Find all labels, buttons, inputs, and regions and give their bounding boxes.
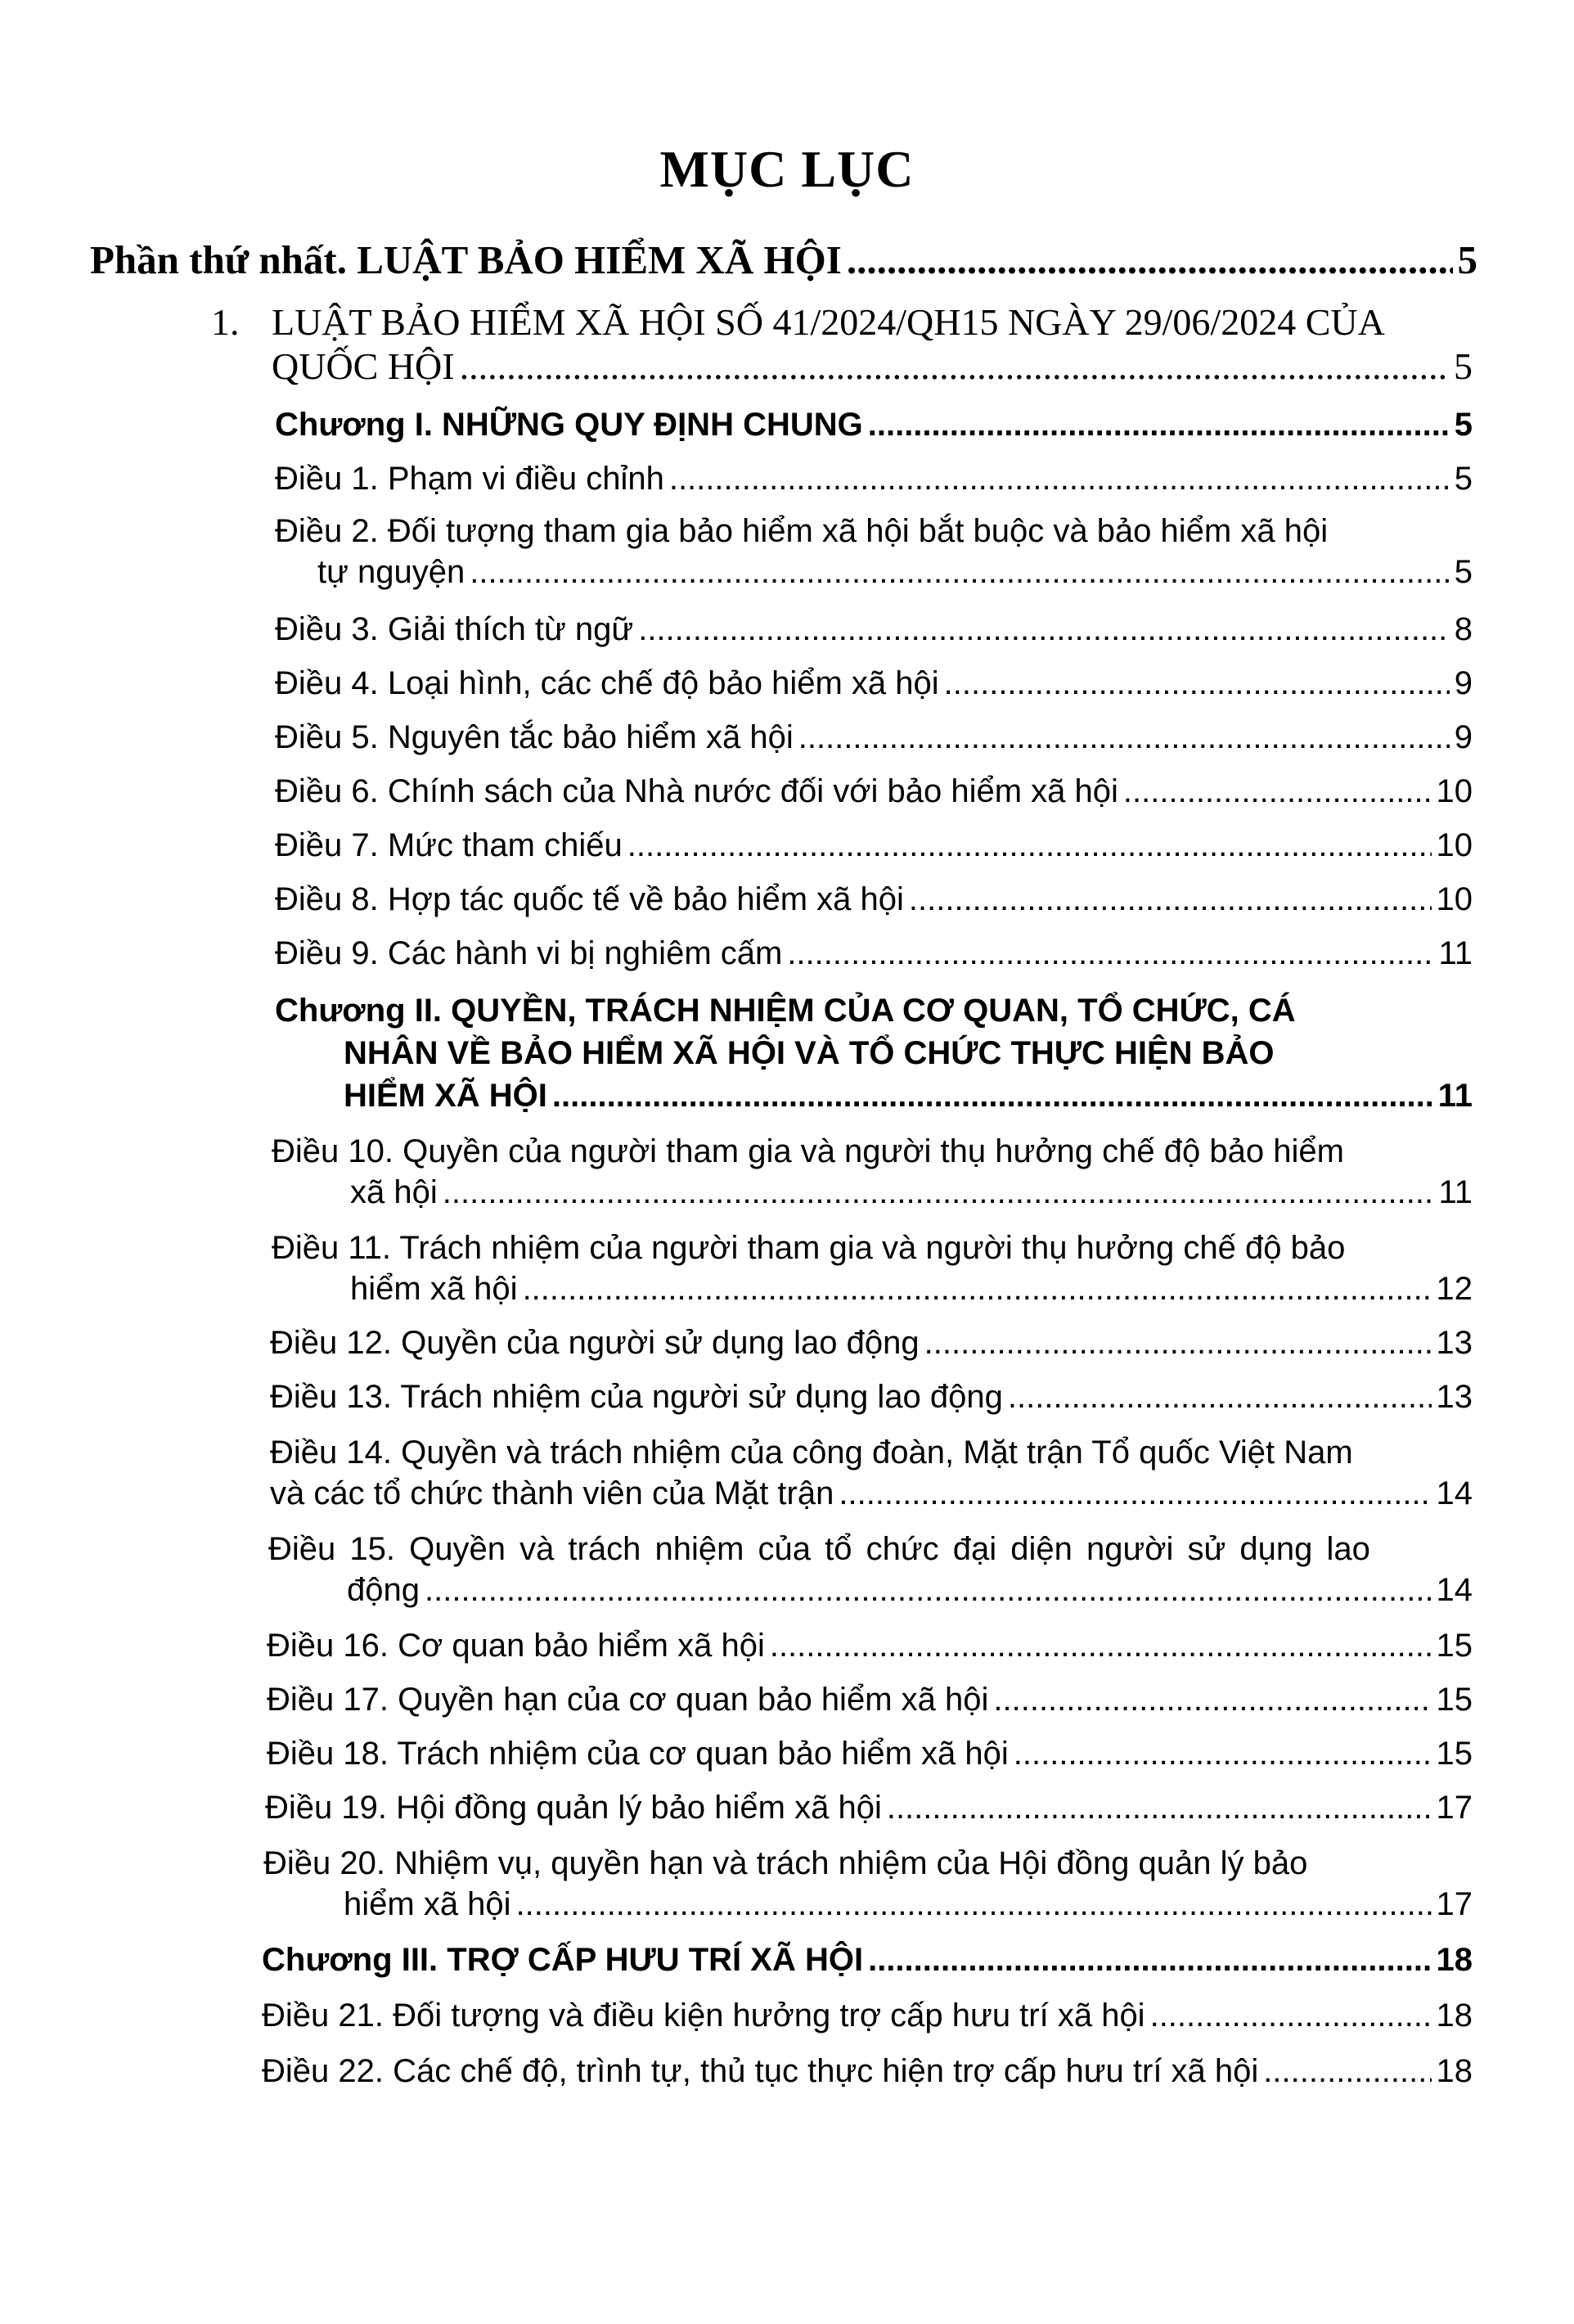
toc-article-3[interactable] bbox=[275, 610, 1473, 648]
toc-article-20[interactable] bbox=[344, 1885, 1473, 1923]
toc-article-label: hiểm xã hội bbox=[344, 1886, 511, 1922]
toc-article-label: Điều 4. Loại hình, các chế độ bảo hiểm xã hội bbox=[275, 665, 939, 701]
toc-article-label: Điều 3. Giải thích từ ngữ bbox=[275, 611, 634, 647]
toc-article-label: Điều 21. Đối tượng và điều kiện hưởng trợ cấp hưu trí xã hội bbox=[262, 1997, 1145, 2034]
toc-article-page: 10 bbox=[1436, 881, 1473, 917]
toc-article-14[interactable] bbox=[270, 1475, 1473, 1512]
toc-chapter-2-line3: HIỂM XÃ HỘI bbox=[344, 1078, 547, 1114]
toc-article-label: và các tổ chức thành viên của Mặt trận bbox=[270, 1475, 834, 1511]
toc-article-page: 15 bbox=[1436, 1628, 1473, 1664]
toc-article-10[interactable] bbox=[350, 1173, 1473, 1211]
leader-dots bbox=[798, 718, 1450, 756]
toc-article-page: 11 bbox=[1438, 1174, 1473, 1210]
toc-article-label: Điều 17. Quyền hạn của cơ quan bảo hiểm xã hội bbox=[267, 1682, 989, 1718]
toc-article-page: 11 bbox=[1438, 935, 1473, 971]
toc-article-17[interactable] bbox=[267, 1681, 1473, 1718]
toc-article-label: Điều 12. Quyền của người sử dụng lao động bbox=[270, 1325, 920, 1361]
toc-chapter-3-page: 18 bbox=[1436, 1942, 1473, 1978]
toc-article-page: 18 bbox=[1436, 2053, 1473, 2089]
leader-dots bbox=[1008, 1378, 1432, 1416]
toc-law-page: 5 bbox=[1454, 345, 1473, 387]
leader-dots bbox=[523, 1270, 1432, 1308]
leader-dots bbox=[847, 237, 1453, 283]
toc-article-1[interactable] bbox=[275, 460, 1473, 498]
toc-article-label: Điều 1. Phạm vi điều chỉnh bbox=[275, 461, 664, 497]
toc-article-label: hiểm xã hội bbox=[350, 1271, 518, 1307]
leader-dots bbox=[1014, 1735, 1432, 1772]
leader-dots bbox=[638, 610, 1450, 648]
leader-dots bbox=[552, 1077, 1433, 1115]
leader-dots bbox=[887, 1789, 1432, 1826]
toc-article-14-line1[interactable]: Điều 14. Quyền và trách nhiệm của công đoàn, Mặt trận Tổ quốc Việt Nam bbox=[270, 1434, 1353, 1471]
toc-article-8[interactable] bbox=[275, 881, 1473, 918]
toc-article-page: 5 bbox=[1454, 554, 1473, 590]
toc-chapter-1-page: 5 bbox=[1454, 407, 1473, 443]
toc-article-22[interactable] bbox=[262, 2052, 1473, 2090]
toc-article-page: 14 bbox=[1436, 1572, 1473, 1608]
toc-article-page: 14 bbox=[1436, 1475, 1473, 1511]
toc-law-line2: QUỐC HỘI bbox=[272, 345, 455, 387]
toc-chapter-1[interactable] bbox=[275, 406, 1473, 444]
toc-article-label: xã hội bbox=[350, 1174, 438, 1210]
leader-dots bbox=[924, 1324, 1432, 1362]
toc-article-11[interactable] bbox=[350, 1270, 1473, 1308]
toc-article-2[interactable] bbox=[317, 553, 1473, 591]
toc-article-12[interactable] bbox=[270, 1324, 1473, 1362]
leader-dots bbox=[868, 1941, 1431, 1979]
toc-article-15-line1[interactable]: Điều 15. Quyền và trách nhiệm của tổ chức đại diện người sử dụng lao bbox=[268, 1531, 1370, 1567]
toc-article-5[interactable] bbox=[275, 718, 1473, 756]
toc-part-1[interactable] bbox=[90, 237, 1477, 283]
page-title: MỤC LỤC bbox=[659, 140, 915, 198]
leader-dots bbox=[627, 826, 1432, 864]
toc-article-page: 5 bbox=[1454, 461, 1473, 497]
leader-dots bbox=[460, 345, 1449, 389]
toc-article-18[interactable] bbox=[267, 1735, 1473, 1772]
toc-article-page: 13 bbox=[1436, 1325, 1473, 1361]
toc-article-label: động bbox=[347, 1572, 420, 1608]
leader-dots bbox=[909, 881, 1432, 918]
toc-part-1-page: 5 bbox=[1457, 237, 1477, 282]
toc-article-page: 15 bbox=[1436, 1682, 1473, 1718]
leader-dots bbox=[770, 1627, 1432, 1664]
toc-article-15[interactable] bbox=[347, 1571, 1473, 1609]
toc-article-4[interactable] bbox=[275, 664, 1473, 702]
leader-dots bbox=[787, 935, 1433, 972]
toc-article-label: Điều 19. Hội đồng quản lý bảo hiểm xã hội bbox=[265, 1790, 882, 1826]
toc-article-page: 15 bbox=[1436, 1736, 1473, 1772]
toc-article-page: 9 bbox=[1454, 665, 1473, 701]
toc-chapter-1-label: Chương I. NHỮNG QUY ĐỊNH CHUNG bbox=[275, 407, 863, 443]
toc-article-label: Điều 18. Trách nhiệm của cơ quan bảo hiểm xã hội bbox=[267, 1736, 1009, 1772]
toc-article-21[interactable] bbox=[262, 1997, 1473, 2034]
leader-dots bbox=[868, 406, 1450, 444]
toc-article-label: Điều 9. Các hành vi bị nghiêm cấm bbox=[275, 935, 783, 971]
leader-dots bbox=[443, 1173, 1434, 1211]
toc-chapter-2-line2[interactable]: NHÂN VỀ BẢO HIỂM XÃ HỘI VÀ TỔ CHỨC THỰC HIỆN BẢO bbox=[344, 1035, 1275, 1071]
toc-article-page: 10 bbox=[1436, 827, 1473, 863]
toc-article-19[interactable] bbox=[265, 1789, 1473, 1826]
toc-article-page: 10 bbox=[1436, 773, 1473, 809]
toc-article-page: 17 bbox=[1436, 1886, 1473, 1922]
toc-article-label: tự nguyện bbox=[317, 554, 465, 590]
toc-chapter-3[interactable] bbox=[262, 1941, 1473, 1979]
leader-dots bbox=[516, 1885, 1432, 1923]
toc-part-1-label: Phần thứ nhất. LUẬT BẢO HIỂM XÃ HỘI bbox=[90, 237, 842, 282]
toc-article-label: Điều 6. Chính sách của Nhà nước đối với bảo hiểm xã hội bbox=[275, 773, 1118, 809]
toc-article-page: 18 bbox=[1436, 1997, 1473, 2034]
toc-article-label: Điều 7. Mức tham chiếu bbox=[275, 827, 623, 863]
leader-dots bbox=[470, 553, 1450, 591]
toc-article-13[interactable] bbox=[270, 1378, 1473, 1416]
toc-article-label: Điều 22. Các chế độ, trình tự, thủ tục thực hiện trợ cấp hưu trí xã hội bbox=[262, 2053, 1259, 2089]
toc-chapter-2-page: 11 bbox=[1437, 1078, 1473, 1114]
toc-article-page: 12 bbox=[1436, 1271, 1473, 1307]
leader-dots bbox=[839, 1475, 1431, 1512]
toc-chapter-3-label: Chương III. TRỢ CẤP HƯU TRÍ XÃ HỘI bbox=[262, 1942, 864, 1978]
toc-article-label: Điều 16. Cơ quan bảo hiểm xã hội bbox=[267, 1628, 765, 1664]
toc-chapter-2-line1[interactable]: Chương II. QUYỀN, TRÁCH NHIỆM CỦA CƠ QUAN, TỔ CHỨC, CÁ bbox=[275, 993, 1296, 1029]
toc-article-page: 13 bbox=[1436, 1379, 1473, 1415]
toc-article-label: Điều 8. Hợp tác quốc tế về bảo hiểm xã hội bbox=[275, 881, 904, 917]
leader-dots bbox=[1123, 772, 1432, 810]
toc-article-2-line1[interactable]: Điều 2. Đối tượng tham gia bảo hiểm xã hội bắt buộc và bảo hiểm xã hội bbox=[275, 513, 1329, 549]
toc-law-number: 1. bbox=[211, 301, 240, 343]
toc-article-page: 17 bbox=[1436, 1790, 1473, 1826]
toc-article-label: Điều 5. Nguyên tắc bảo hiểm xã hội bbox=[275, 719, 794, 755]
toc-article-page: 9 bbox=[1454, 719, 1473, 755]
toc-chapter-2[interactable] bbox=[344, 1077, 1473, 1115]
toc-article-9[interactable] bbox=[275, 935, 1473, 972]
toc-article-10-line1[interactable]: Điều 10. Quyền của người tham gia và người thụ hưởng chế độ bảo hiểm bbox=[272, 1133, 1344, 1169]
leader-dots bbox=[425, 1571, 1432, 1609]
leader-dots bbox=[944, 664, 1450, 702]
toc-article-6[interactable] bbox=[275, 772, 1473, 810]
leader-dots bbox=[669, 460, 1450, 498]
toc-article-16[interactable] bbox=[267, 1627, 1473, 1664]
leader-dots bbox=[1263, 2052, 1431, 2090]
toc-article-page: 8 bbox=[1454, 611, 1473, 647]
toc-law-line1[interactable]: LUẬT BẢO HIỂM XÃ HỘI SỐ 41/2024/QH15 NGÀY 29/06/2024 CỦA bbox=[272, 301, 1385, 343]
toc-law-entry[interactable] bbox=[272, 345, 1473, 389]
leader-dots bbox=[1150, 1997, 1432, 2034]
toc-article-label: Điều 13. Trách nhiệm của người sử dụng lao động bbox=[270, 1379, 1003, 1415]
toc-article-7[interactable] bbox=[275, 826, 1473, 864]
toc-article-20-line1[interactable]: Điều 20. Nhiệm vụ, quyền hạn và trách nhiệm của Hội đồng quản lý bảo bbox=[263, 1845, 1308, 1881]
leader-dots bbox=[993, 1681, 1431, 1718]
toc-article-11-line1[interactable]: Điều 11. Trách nhiệm của người tham gia và người thụ hưởng chế độ bảo bbox=[272, 1230, 1346, 1266]
